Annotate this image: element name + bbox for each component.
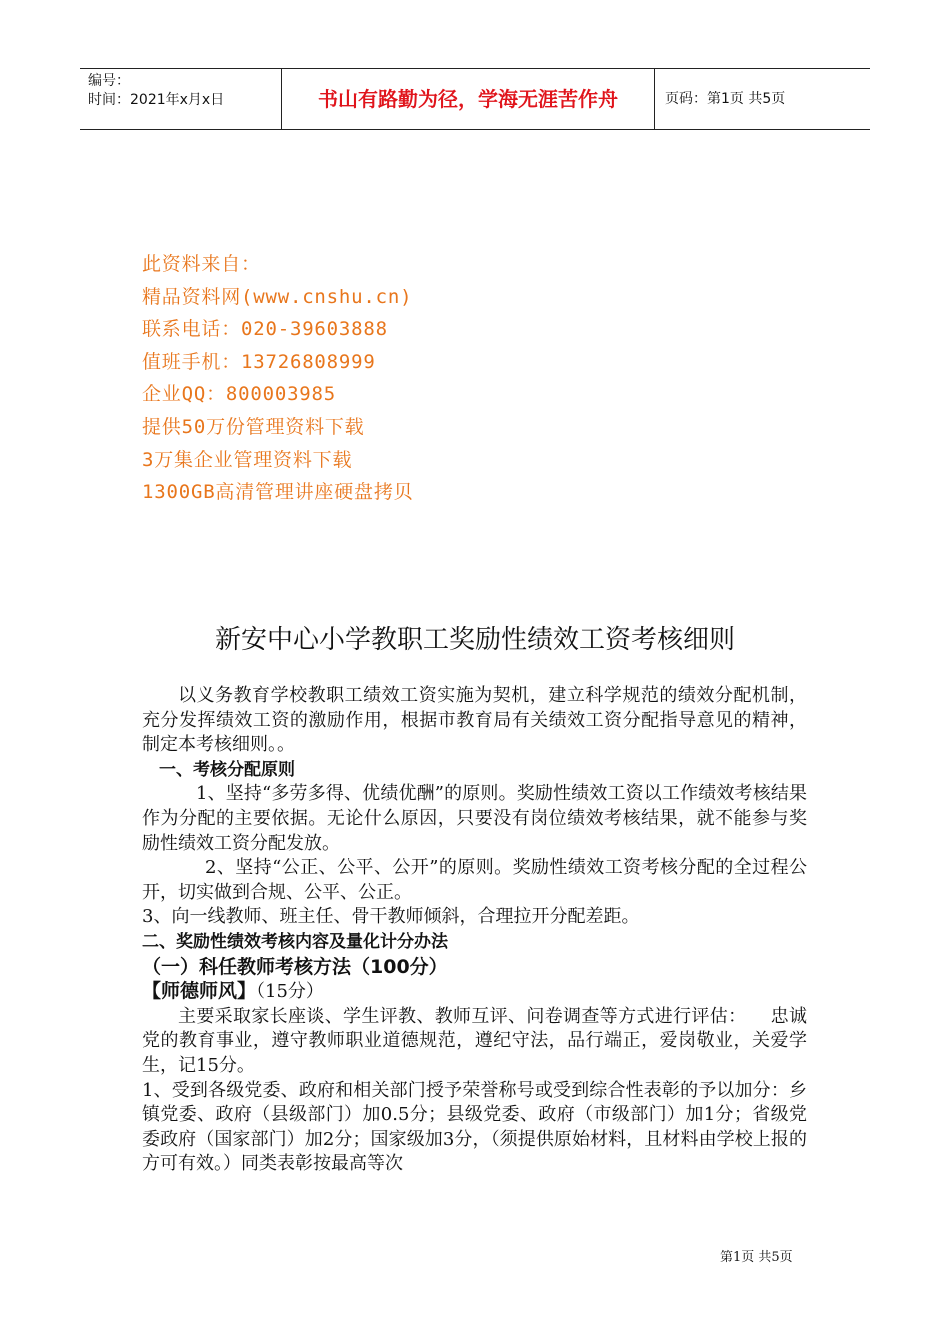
header-time-label: 时间：2021年x月x日 (88, 92, 225, 108)
principle-paragraph: 1、坚持“多劳多得、优绩优酬”的原则。奖励性绩效工资以工作绩效考核结果作为分配的主要依据。无论什么原因，只要没有岗位绩效考核结果，就不能参与奖励性绩效工资分配发放。 (142, 783, 807, 854)
header-meta (80, 69, 281, 129)
source-line: 提供50万份管理资料下载 (142, 415, 365, 438)
source-line: 3万集企业管理资料下载 (142, 448, 353, 471)
source-line: 1300GB高清管理讲座硬盘拷贝 (142, 481, 414, 504)
ethics-intro (142, 1005, 807, 1079)
ethics-heading-line (142, 979, 807, 1005)
section-heading: 二、奖励性绩效考核内容及量化计分办法 (142, 931, 448, 952)
document-header (80, 68, 870, 130)
subsection-heading: （一）科任教师考核方法（100分） (142, 955, 448, 978)
section-heading: 一、考核分配原则 (159, 759, 295, 780)
ethics-intro-text: 主要采取家长座谈、学生评教、教师互评、问卷调查等方式进行评估： (178, 1005, 747, 1027)
principle-paragraph: 2、坚持“公正、公平、公开”的原则。奖励性绩效工资考核分配的全过程公开，切实做到合规、公平、公正。 (142, 857, 807, 903)
source-line: 企业QQ：800003985 (142, 383, 337, 406)
ethics-item: 1、受到各级党委、政府和相关部门授予荣誉称号或受到综合性表彰的予以加分：乡镇党委、政府（县级部门）加0.5分；县级党委、政府（市级部门）加1分；省级党委政府（国家部门）加2分；国家级加3分，（须提供原始材料，且材料由学校上报的方可有效。）同类表彰按最高等次 (142, 1079, 807, 1175)
ethics-heading: 【师德师风】 (142, 980, 257, 1003)
principle-paragraph: 3、向一线教师、班主任、骨干教师倾斜，合理拉开分配差距。 (142, 906, 640, 928)
source-line: 联系电话：020-39603888 (142, 318, 388, 341)
ethics-text: 忠诚党的教育事业，遵守教师职业道德规范，遵纪守法，品行端正，爱岗敬业，关爱学生，记15分。 (142, 1005, 808, 1076)
header-motto: 书山有路勤为径，学海无涯苦作舟 (318, 87, 618, 111)
source-line: 此资料来自： (142, 253, 261, 275)
document-body (142, 684, 807, 1177)
source-line: 精品资料网(www.cnshu.cn) (142, 285, 413, 308)
document-title: 新安中心小学教职工奖励性绩效工资考核细则 (214, 625, 735, 655)
source-line: 值班手机：13726808999 (142, 350, 376, 373)
header-page-info: 页码：第1页 共5页 (665, 91, 786, 107)
footer-page-info: 第1页 共5页 (720, 1250, 793, 1265)
header-number-label: 编号： (88, 73, 130, 89)
source-info-block (142, 248, 413, 509)
intro-paragraph: 以义务教育学校教职工绩效工资实施为契机，建立科学规范的绩效分配机制，充分发挥绩效工资的激励作用，根据市教育局有关绩效工资分配指导意见的精神，制定本考核细则。。 (142, 685, 807, 756)
ethics-points: （15分） (256, 981, 324, 1003)
